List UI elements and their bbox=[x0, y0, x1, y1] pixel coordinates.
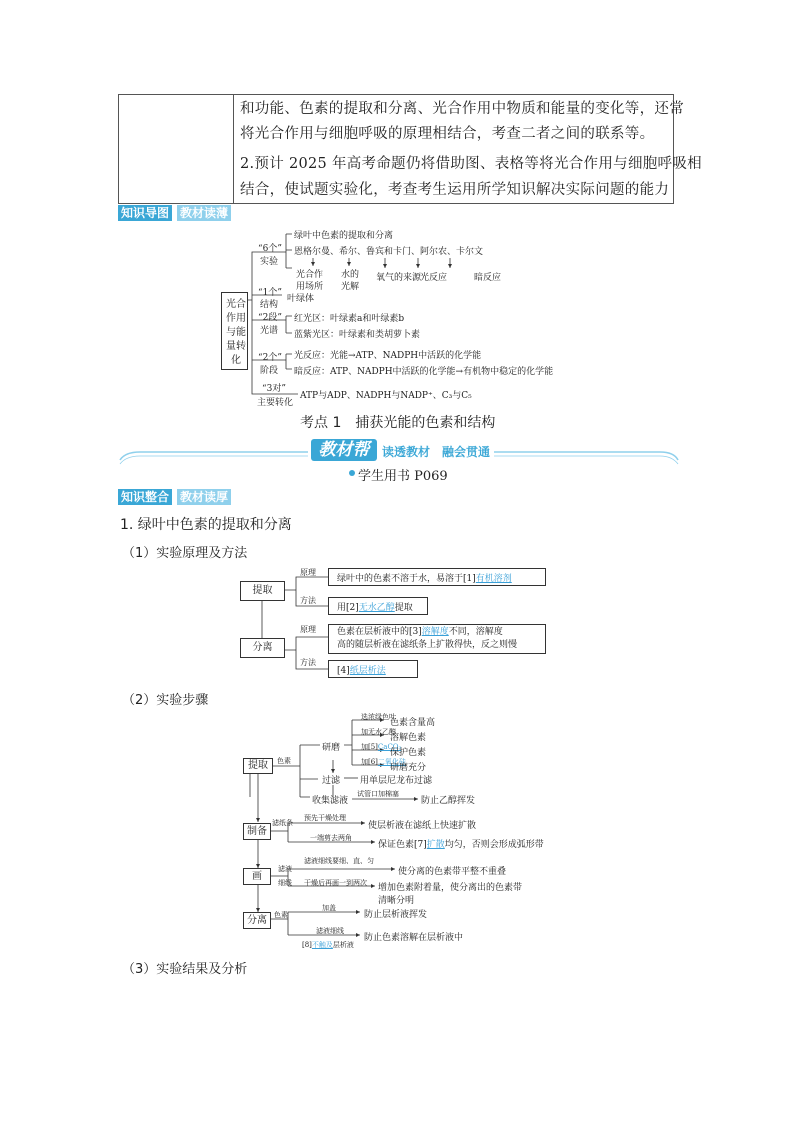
sep2-post: 层析液 bbox=[332, 941, 354, 949]
label-principle-1: 原理 bbox=[300, 568, 316, 577]
exp-result-5: 暗反应 bbox=[474, 273, 502, 283]
draw-sub-2: 细线 bbox=[278, 879, 292, 887]
heading-3: （2）实验步骤 bbox=[122, 693, 209, 708]
sep-2-label: 滤液细线 bbox=[316, 927, 344, 935]
g4-pre: 加[6] bbox=[361, 758, 378, 766]
principle-separate-box bbox=[328, 624, 546, 654]
tag-knowledge-integration: 知识整合 bbox=[118, 489, 172, 505]
exp-result-3: 氧气的来源 bbox=[376, 273, 422, 283]
p2-line2: 高的随层析液在滤纸条上扩散得快，反之则慢 bbox=[337, 640, 518, 650]
answer-2: 无水乙醇 bbox=[358, 603, 395, 613]
root-line-5: 化 bbox=[231, 355, 241, 366]
table-line-1: 和功能、色素的提取和分离、光合作用中物质和能量的变化等，还常 bbox=[240, 101, 684, 117]
label-method-1: 方法 bbox=[300, 596, 316, 605]
node-sep-label: 分离 bbox=[247, 915, 267, 926]
exp-label: “6个” bbox=[258, 244, 282, 254]
root-line-3: 与能 bbox=[226, 327, 246, 338]
answer-4: 纸层析法 bbox=[349, 666, 386, 676]
filter-result: 用单层尼龙布过滤 bbox=[360, 776, 433, 786]
spec-label: “2段” bbox=[258, 313, 282, 323]
principle-extract-box bbox=[328, 568, 546, 586]
tag-knowledge-map: 知识导图 bbox=[118, 205, 172, 221]
draw-2-result-2: 清晰分明 bbox=[378, 896, 415, 906]
node-prep bbox=[243, 823, 271, 840]
grind-1-label: 选浓绿色叶 bbox=[361, 713, 396, 721]
struct-sub: 结构 bbox=[260, 300, 279, 310]
node-extract-2-label: 提取 bbox=[248, 760, 268, 771]
sep-sub: 色素 bbox=[274, 911, 288, 919]
exp-result-2a: 水的 bbox=[341, 270, 360, 280]
prep-2-result bbox=[378, 837, 544, 850]
banner-sub: 读透教材 融会贯通 bbox=[382, 445, 491, 459]
answer-6: 二氧化硅 bbox=[377, 758, 406, 766]
root-line-1: 光合 bbox=[226, 299, 246, 310]
sep-1-label: 加盖 bbox=[322, 904, 336, 912]
exp-result-1a: 光合作 bbox=[296, 270, 324, 280]
node-prep-label: 制备 bbox=[247, 826, 267, 837]
pair-sub: 主要转化 bbox=[257, 398, 294, 408]
grind-1-result: 色素含量高 bbox=[390, 718, 436, 728]
draw-1-label: 滤液细线要细、直、匀 bbox=[304, 857, 374, 865]
stage-sub: 阶段 bbox=[260, 366, 279, 376]
table-line-4: 结合，使试题实验化，考查考生运用所学知识解决实际问题的能力 bbox=[240, 182, 670, 198]
label-principle-2: 原理 bbox=[300, 625, 316, 634]
stage-label: “2个” bbox=[258, 353, 282, 363]
exp-item-2: 恩格尔曼、希尔、鲁宾和卡门、阿尔农、卡尔文 bbox=[294, 247, 484, 257]
m1-pre: 用[2] bbox=[337, 603, 359, 613]
exp-sub: 实验 bbox=[260, 257, 279, 267]
node-extract-2 bbox=[243, 758, 273, 774]
tag-textbook-thick: 教材读厚 bbox=[177, 489, 231, 505]
stage-item-1: 光反应：光能→ATP、NADPH中活跃的化学能 bbox=[294, 351, 482, 361]
node-extract-label: 提取 bbox=[252, 585, 273, 596]
banner-main: 教材帮 bbox=[311, 439, 377, 461]
table-line-2: 将光合作用与细胞呼吸的原理相结合，考查二者之间的联系等。 bbox=[240, 126, 655, 142]
sep-2-sub bbox=[302, 940, 354, 950]
spec-item-1: 红光区：叶绿素a和叶绿素b bbox=[294, 314, 405, 324]
m1-post: 提取 bbox=[394, 603, 413, 613]
struct-label: “1个” bbox=[258, 288, 282, 298]
root-line-2: 作用 bbox=[226, 313, 246, 324]
exp-result-4: 光反应 bbox=[420, 273, 448, 283]
node-separate-label: 分离 bbox=[252, 642, 273, 653]
sep-1-result: 防止层析液挥发 bbox=[364, 910, 428, 920]
heading-4: （3）实验结果及分析 bbox=[122, 962, 248, 977]
struct-item: 叶绿体 bbox=[287, 294, 315, 304]
draw-2-label: 干燥后再画一到两次 bbox=[304, 879, 367, 887]
g3-pre: 加[5] bbox=[361, 743, 378, 751]
table-line-3: 2.预计 2025 年高考命题仍将借助图、表格等将光合作用与细胞呼吸相 bbox=[240, 156, 702, 172]
grind-4-result: 研磨充分 bbox=[390, 763, 427, 773]
grind-2-result: 溶解色素 bbox=[390, 733, 427, 743]
node-draw-label: 画 bbox=[252, 871, 262, 882]
grind-2-label: 加无水乙醇 bbox=[361, 728, 396, 736]
p2-pre: 色素在层析液中的[3] bbox=[337, 627, 422, 637]
student-book-ref: 学生用书 P069 bbox=[358, 469, 448, 484]
exp-result-2b: 光解 bbox=[341, 282, 360, 292]
method-extract-box bbox=[328, 597, 428, 615]
collect-label: 试管口加棉塞 bbox=[357, 790, 399, 798]
p2-post: 不同，溶解度 bbox=[448, 627, 503, 637]
prep-2-label: 一端剪去两角 bbox=[310, 834, 352, 842]
stage-item-2: 暗反应：ATP、NADPH中活跃的化学能→有机物中稳定的化学能 bbox=[294, 367, 554, 377]
label-method-2: 方法 bbox=[300, 658, 316, 667]
spec-item-2: 蓝紫光区：叶绿素和类胡萝卜素 bbox=[294, 330, 421, 340]
heading-1: 1. 绿叶中色素的提取和分离 bbox=[120, 517, 292, 533]
draw-sub-1: 滤液 bbox=[278, 865, 292, 873]
p1-pre: 绿叶中的色素不溶于水，易溶于[1] bbox=[337, 574, 476, 584]
exp-item-1: 绿叶中色素的提取和分离 bbox=[294, 231, 394, 241]
node-sep bbox=[243, 912, 271, 929]
answer-3: 溶解度 bbox=[421, 627, 449, 637]
exp-result-1b: 用场所 bbox=[296, 282, 324, 292]
answer-5: CaCO₃ bbox=[377, 743, 402, 751]
heading-2: （1）实验原理及方法 bbox=[122, 546, 248, 561]
prep-sub: 滤纸条 bbox=[272, 819, 293, 827]
filter: 过滤 bbox=[322, 776, 341, 786]
grind: 研磨 bbox=[322, 743, 341, 753]
node-separate bbox=[240, 638, 285, 658]
spec-sub: 光谱 bbox=[260, 326, 279, 336]
answer-1: 有机溶剂 bbox=[475, 574, 512, 584]
answer-7: 扩散 bbox=[426, 840, 445, 850]
extract-sub: 色素 bbox=[277, 757, 291, 765]
answer-8: 不触及 bbox=[311, 941, 333, 949]
pair-item: ATP与ADP、NADPH与NADP⁺、C₃与C₅ bbox=[300, 391, 472, 401]
section-title: 考点 1 捕获光能的色素和结构 bbox=[300, 415, 496, 431]
prep2-post: 均匀，否则会形成弧形带 bbox=[444, 840, 544, 850]
m2-pre: [4] bbox=[337, 666, 350, 676]
draw-1-result: 使分离的色素带平整不重叠 bbox=[398, 867, 507, 877]
prep-1-result: 使层析液在滤纸上快速扩散 bbox=[368, 821, 477, 831]
grind-3-result: 保护色素 bbox=[390, 748, 427, 758]
root-line-4: 量转 bbox=[226, 341, 246, 352]
prep2-pre: 保证色素[7] bbox=[378, 840, 427, 850]
node-extract bbox=[240, 581, 285, 601]
tag-textbook-thin: 教材读薄 bbox=[177, 205, 231, 221]
method-separate-box bbox=[328, 660, 418, 678]
pair-label: “3对” bbox=[262, 384, 286, 394]
prep-1-label: 预先干燥处理 bbox=[304, 814, 346, 822]
sep2-pre: [8] bbox=[302, 941, 312, 949]
collect: 收集滤液 bbox=[312, 796, 349, 806]
draw-2-result-1: 增加色素附着量，使分离出的色素带 bbox=[378, 883, 523, 893]
collect-result: 防止乙醇挥发 bbox=[421, 796, 476, 806]
sep-2-result: 防止色素溶解在层析液中 bbox=[364, 933, 464, 943]
node-draw bbox=[243, 868, 271, 885]
